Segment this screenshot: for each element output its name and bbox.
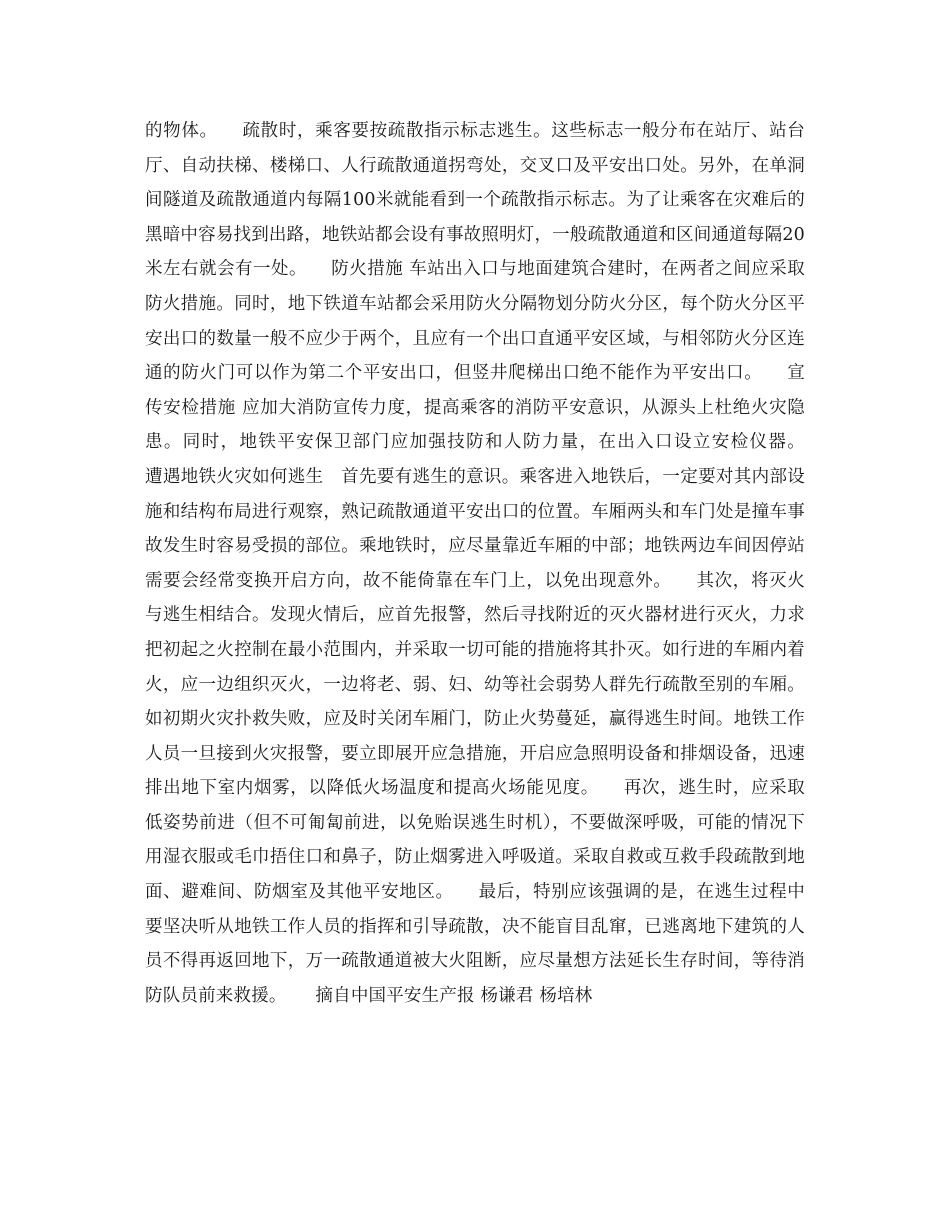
document-body-text: [145, 114, 829, 1013]
text-segment-evacuation-signs: 疏散时，乘客要按疏散指示标志逃生。这些标志一般分布在站厅、站台厅、自动扶梯、楼梯口、人行疏散通道拐弯处，交叉口及平安出口处。另外，在单洞间隧道及疏散通道内每隔100米就能看到一个疏散指示标志。为了让乘客在灾难后的黑暗中容易找到出路，地铁站都会设有事故照明灯，一般疏散通道和区间通道每隔20米左右就会有一处。: [145, 121, 805, 280]
text-segment-fragment: 的物体。: [145, 121, 218, 141]
text-segment-finally-follow-staff: 最后，特别应该强调的是，在逃生过程中要坚决听从地铁工作人员的指挥和引导疏散，决不能盲目乱窜，已逃离地下建筑的人员不得再返回地下，万一疏散通道被大火阻断，应尽量想方法延长生存时间，等待消防队员前来救援。: [145, 882, 805, 1006]
text-segment-third-low-posture: 再次，逃生时，应采取低姿势前进（但不可匍匐前进，以免贻误逃生时机），不要做深呼吸，可能的情况下用湿衣服或毛巾捂住口和鼻子，防止烟雾进入呼吸道。采取自救或互救手段疏散到地面、避难间、防烟室及其他平安地区。: [145, 778, 806, 903]
text-segment-first-awareness: 首先要有逃生的意识。乘客进入地铁后，一定要对其内部设施和结构布局进行观察，熟记疏散通道平安出口的位置。车厢两头和车门处是撞车事故发生时容易受损的部位。乘地铁时，应尽量靠近车厢的中部；地铁两边车间因停站需要会经常变换开启方向，故不能倚靠在车门上，以免出现意外。: [145, 466, 805, 591]
text-segment-source-credit: 摘自中国平安生产报 杨谦君 杨培林: [286, 985, 593, 1006]
text-segment-escape-heading: 遭遇地铁火灾如何逃生: [145, 432, 829, 487]
text-segment-security-check: 宣传安检措施 应加大消防宣传力度，提高乘客的消防平安意识，从源头上杜绝火灾隐患。同时，地铁平安保卫部门应加强技防和人防力量，在出入口设立安检仪器。: [145, 363, 805, 453]
text-segment-fire-prevention: 防火措施 车站出入口与地面建筑合建时，在两者之间应采取防火措施。同时，地下铁道车站都会采用防火分隔物划分防火分区，每个防火分区平安出口的数量一般不应少于两个，且应有一个出口直通平安区域，与相邻防火分区连通的防火门可以作为第二个平安出口，但竖井爬梯出口绝不能作为平安出口。: [145, 259, 805, 384]
text-segment-second-firefighting: 其次，将灭火与逃生相结合。发现火情后，应首先报警，然后寻找附近的灭火器材进行灭火，力求把初起之火控制在最小范围内，并采取一切可能的措施将其扑灭。如行进的车厢内着火，应一边组织灭火，一边将老、弱、妇、幼等社会弱势人群先行疏散至别的车厢。如初期火灾扑救失败，应及时关闭车厢门，防止火势蔓延，赢得逃生时间。地铁工作人员一旦接到火灾报警，要立即展开应急措施，开启应急照明设备和排烟设备，迅速排出地下室内烟雾，以降低火场温度和提高火场能见度。: [145, 570, 805, 799]
